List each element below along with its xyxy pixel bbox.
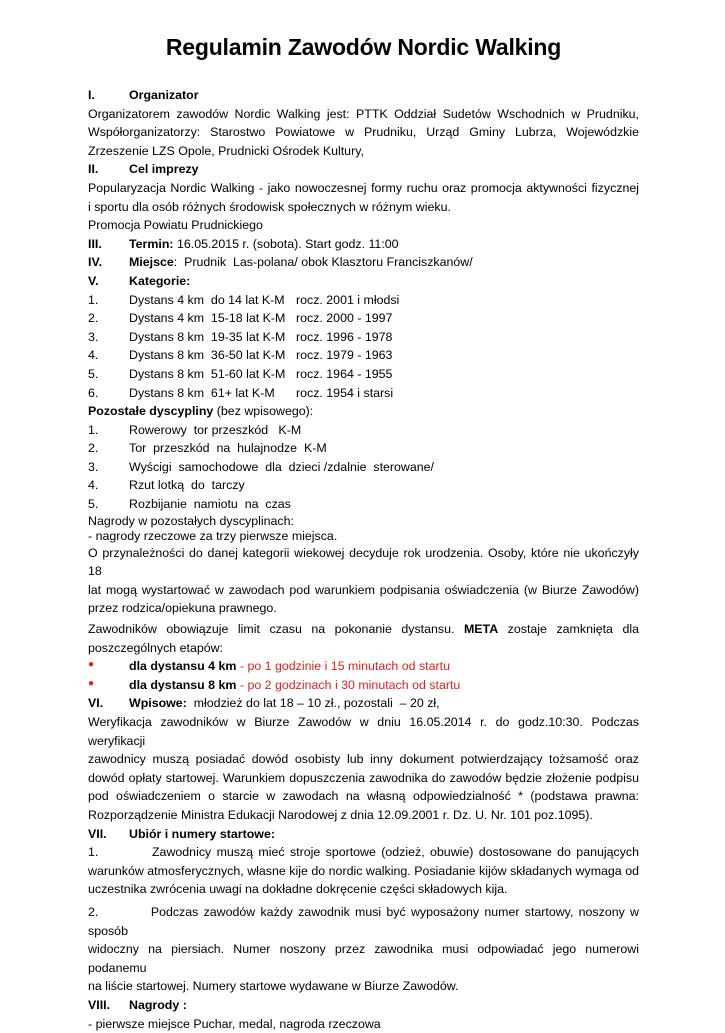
section-organizer-heading: I. Organizator bbox=[88, 86, 639, 105]
other-prize-line-2: - nagrody rzeczowe za trzy pierwsze miejsca. bbox=[88, 529, 639, 544]
outfit-p1-line-2: warunków atmosferycznych, własne kije do nordic walking. Posiadanie kijów składanych wymaga od bbox=[88, 862, 639, 881]
organizer-line-3: Zrzeszenie LZS Opole, Prudnicki Ośrodek Kultury, bbox=[88, 142, 639, 161]
category-item: 3. Dystans 8 km 19-35 lat K-M rocz. 1996 - 1978 bbox=[88, 328, 639, 347]
outfit-p2-line-2: widoczny na piersiach. Numer noszony przez zawodnika musi odpowiadać jego numerowi podanemu bbox=[88, 940, 639, 977]
section-place: IV. Miejsce : Prudnik Las-polana/ obok Klasztoru Franciszkanów/ bbox=[88, 253, 639, 272]
organizer-line-2: Współorganizatorzy: Starostwo Powiatowe w Prudniku, Urząd Gminy Lubrza, Wojewódzkie bbox=[88, 123, 639, 142]
goal-line-2: i sportu dla osób różnych środowisk społecznych w różnym wieku. bbox=[88, 198, 639, 217]
verification-line-2: zawodnicy muszą posiadać dowód osobisty lub inny dokument potwierdzający tożsamość oraz bbox=[88, 750, 639, 769]
category-item: 4. Dystans 8 km 36-50 lat K-M rocz. 1979 - 1963 bbox=[88, 346, 639, 365]
time-limit-line-2: poszczególnych etapów: bbox=[88, 639, 639, 658]
discipline-item: 2. Tor przeszkód na hulajnodze K-M bbox=[88, 439, 639, 458]
section-outfit-heading: VII. Ubiór i numery startowe: bbox=[88, 825, 639, 844]
category-item: 2. Dystans 4 km 15-18 lat K-M rocz. 2000 - 1997 bbox=[88, 309, 639, 328]
discipline-item: 5. Rozbijanie namiotu na czas bbox=[88, 495, 639, 514]
age-rule-line-2: lat mogą wystartować w zawodach pod warunkiem podpisania oświadczenia (w Biurze Zawodów) bbox=[88, 581, 639, 600]
category-item: 5. Dystans 8 km 51-60 lat K-M rocz. 1964 - 1955 bbox=[88, 365, 639, 384]
section-categories-heading: V. Kategorie: bbox=[88, 272, 639, 291]
section-fee: VI. Wpisowe: młodzież do lat 18 – 10 zł., pozostali – 20 zł, bbox=[88, 694, 639, 713]
discipline-item: 4. Rzut lotką do tarczy bbox=[88, 476, 639, 495]
outfit-p2-line-1: 2. Podczas zawodów każdy zawodnik musi być wyposażony numer startowy, noszony w sposób bbox=[88, 903, 639, 940]
category-item: 1. Dystans 4 km do 14 lat K-M rocz. 2001 i młodsi bbox=[88, 291, 639, 310]
verification-line-5: Rozporządzenie Ministra Edukacji Narodowej z dnia 12.09.2001 r. Dz. U. Nr. 101 poz.1095). bbox=[88, 806, 639, 825]
outfit-p1-line-3: uczestnika zwrócenia uwagi na dokładne dokręcenie części składowych kija. bbox=[88, 880, 639, 899]
verification-line-3: dowód opłaty startowej. Warunkiem dopuszczenia zawodnika do zawodów będzie złożenie podpisu bbox=[88, 769, 639, 788]
outfit-p2-line-3: na liście startowej. Numery startowe wydawane w Biurze Zawodów. bbox=[88, 977, 639, 996]
bullet-icon: ● bbox=[88, 656, 129, 675]
goal-line-3: Promocja Powiatu Prudnickiego bbox=[88, 216, 639, 235]
section-goal-heading: II. Cel imprezy bbox=[88, 160, 639, 179]
page-title: Regulamin Zawodów Nordic Walking bbox=[88, 34, 639, 61]
category-item: 6. Dystans 8 km 61+ lat K-M rocz. 1954 i starsi bbox=[88, 384, 639, 403]
bullet-icon: ● bbox=[88, 675, 129, 694]
time-limit-line-1: Zawodników obowiązuje limit czasu na pokonanie dystansu. META zostaje zamknięta dla bbox=[88, 620, 639, 639]
time-limit-bullet: ● dla dystansu 8 km - po 2 godzinach i 30 minutach od startu bbox=[88, 676, 639, 695]
section-prizes-heading: VIII. Nagrody : bbox=[88, 996, 639, 1015]
time-limit-bullet: ● dla dystansu 4 km - po 1 godzinie i 15 minutach od startu bbox=[88, 657, 639, 676]
outfit-p1-line-1: 1. Zawodnicy muszą mieć stroje sportowe (odzież, obuwie) dostosowane do panujących bbox=[88, 843, 639, 862]
prizes-line-1: - pierwsze miejsce Puchar, medal, nagroda rzeczowa bbox=[88, 1015, 639, 1033]
age-rule-line-1: O przynależności do danej kategorii wiekowej decyduje rok urodzenia. Osoby, które nie ukończyły 18 bbox=[88, 544, 639, 581]
age-rule-line-3: przez rodzica/opiekuna prawnego. bbox=[88, 599, 639, 618]
verification-line-1: Weryfikacja zawodników w Biurze Zawodów w dniu 16.05.2014 r. do godz.10:30. Podczas weryfikacji bbox=[88, 713, 639, 750]
verification-line-4: pod oświadczeniem o starcie w zawodach na własną odpowiedzialność * (podstawa prawna: bbox=[88, 787, 639, 806]
discipline-item: 1. Rowerowy tor przeszkód K-M bbox=[88, 421, 639, 440]
discipline-item: 3. Wyścigi samochodowe dla dzieci /zdalnie sterowane/ bbox=[88, 458, 639, 477]
goal-line-1: Popularyzacja Nordic Walking - jako nowoczesnej formy ruchu oraz promocja aktywności fizycznej bbox=[88, 179, 639, 198]
other-prize-line-1: Nagrody w pozostałych dyscyplinach: bbox=[88, 514, 639, 529]
other-disciplines-heading: Pozostałe dyscypliny (bez wpisowego): bbox=[88, 402, 639, 421]
section-date: III. Termin: 16.05.2015 r. (sobota). Start godz. 11:00 bbox=[88, 235, 639, 254]
organizer-line-1: Organizatorem zawodów Nordic Walking jest: PTTK Oddział Sudetów Wschodnich w Prudniku, bbox=[88, 105, 639, 124]
